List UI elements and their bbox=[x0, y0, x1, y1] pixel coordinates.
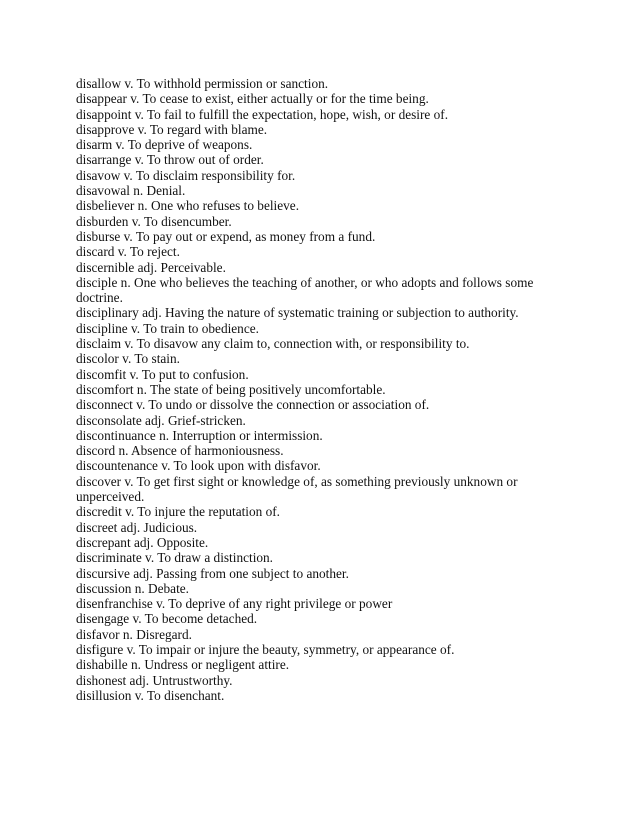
glossary-entry: discord n. Absence of harmoniousness. bbox=[76, 443, 284, 459]
glossary-entry: disengage v. To become detached. bbox=[76, 611, 258, 627]
glossary-entry: discreet adj. Judicious. bbox=[76, 519, 198, 535]
glossary-entry: disclaim v. To disavow any claim to, connection with, or responsibility to. bbox=[76, 336, 470, 352]
glossary-entry: discriminate v. To draw a distinction. bbox=[76, 550, 274, 566]
glossary-entry: dishonest adj. Untrustworthy. bbox=[76, 672, 233, 688]
glossary-entry: discipline v. To train to obedience. bbox=[76, 320, 259, 336]
glossary-entry: disarrange v. To throw out of order. bbox=[76, 152, 264, 168]
glossary-entry: discomfit v. To put to confusion. bbox=[76, 366, 249, 382]
glossary-entry: disfavor n. Disregard. bbox=[76, 626, 192, 642]
glossary-entry: discover v. To get first sight or knowledge of, as something previously unknown or unperceived. bbox=[76, 473, 518, 505]
glossary-entry: discrepant adj. Opposite. bbox=[76, 534, 209, 550]
glossary-entry: disfigure v. To impair or injure the beauty, symmetry, or appearance of. bbox=[76, 641, 455, 657]
glossary-entry: disconnect v. To undo or dissolve the connection or association of. bbox=[76, 397, 430, 413]
glossary-entry: discolor v. To stain. bbox=[76, 351, 180, 367]
glossary-entry: disconsolate adj. Grief-stricken. bbox=[76, 412, 246, 428]
glossary-entry: discard v. To reject. bbox=[76, 244, 180, 260]
glossary-entry: dishabille n. Undress or negligent attire. bbox=[76, 657, 290, 673]
glossary-entry: discomfort n. The state of being positively uncomfortable. bbox=[76, 381, 386, 397]
glossary-entry: disenfranchise v. To deprive of any right privilege or power bbox=[76, 596, 393, 612]
glossary-entry: disappoint v. To fail to fulfill the expectation, hope, wish, or desire of. bbox=[76, 106, 449, 122]
glossary-entry: disarm v. To deprive of weapons. bbox=[76, 137, 253, 153]
glossary-entry: disburden v. To disencumber. bbox=[76, 213, 232, 229]
glossary-entry: disallow v. To withhold permission or sanction. bbox=[76, 76, 329, 91]
glossary-entry: disbeliever n. One who refuses to believe. bbox=[76, 198, 300, 214]
glossary-list bbox=[76, 76, 568, 703]
glossary-entry: disciple n. One who believes the teaching of another, or who adopts and follows some doctrine. bbox=[76, 274, 534, 306]
glossary-entry: disavowal n. Denial. bbox=[76, 183, 186, 199]
glossary-entry: disciplinary adj. Having the nature of systematic training or subjection to authority. bbox=[76, 305, 519, 321]
glossary-entry: disappear v. To cease to exist, either actually or for the time being. bbox=[76, 91, 429, 107]
glossary-entry: discontinuance n. Interruption or intermission. bbox=[76, 427, 323, 443]
glossary-entry: discussion n. Debate. bbox=[76, 580, 190, 596]
glossary-entry: disapprove v. To regard with blame. bbox=[76, 121, 268, 137]
glossary-entry: disburse v. To pay out or expend, as money from a fund. bbox=[76, 228, 376, 244]
glossary-entry: discredit v. To injure the reputation of. bbox=[76, 504, 281, 520]
glossary-entry: discernible adj. Perceivable. bbox=[76, 259, 226, 275]
glossary-entry: discursive adj. Passing from one subject to another. bbox=[76, 565, 349, 581]
glossary-entry: disillusion v. To disenchant. bbox=[76, 687, 225, 703]
glossary-entry: disavow v. To disclaim responsibility for. bbox=[76, 167, 296, 183]
glossary-entry: discountenance v. To look upon with disfavor. bbox=[76, 458, 321, 474]
